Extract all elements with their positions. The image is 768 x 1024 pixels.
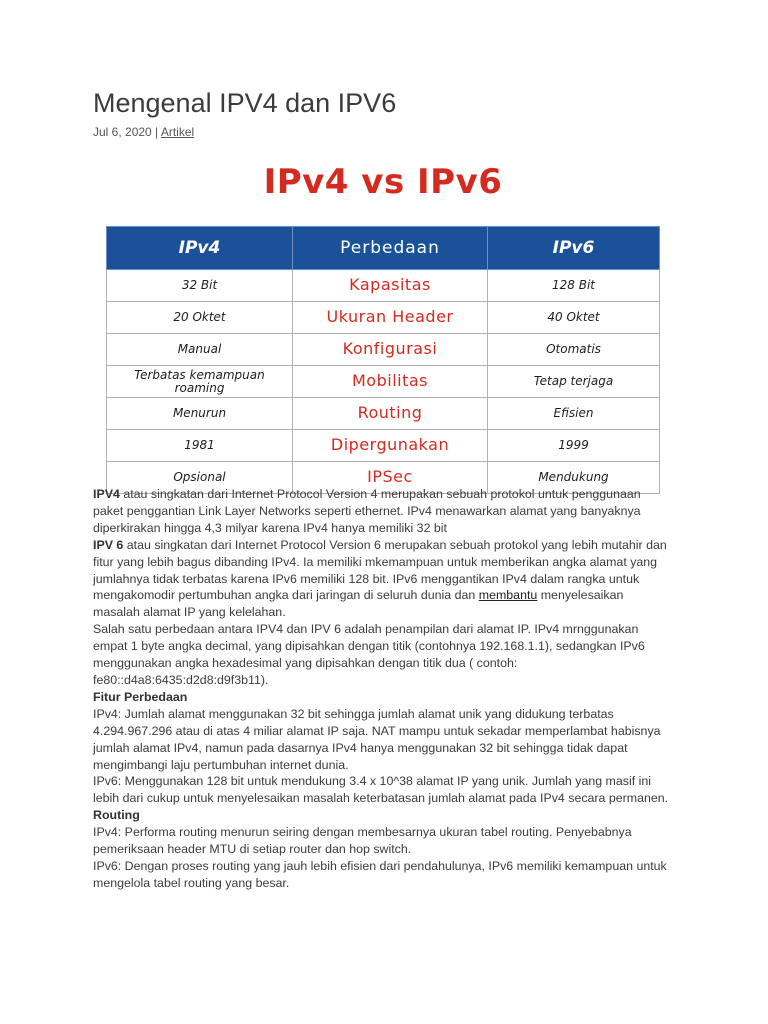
term-ipv4: IPV4: [93, 487, 120, 501]
cell-ipv4: Terbatas kemampuan roaming: [107, 366, 293, 398]
paragraph-text: menyelesaikan masalah alamat IP yang kelelahan.: [93, 588, 624, 620]
cell-ipv6: Otomatis: [488, 334, 660, 366]
cell-ipv6: Efisien: [488, 398, 660, 430]
cell-ipv6: Tetap terjaga: [488, 366, 660, 398]
meta-separator: |: [151, 125, 161, 139]
post-date: Jul 6, 2020: [93, 125, 152, 139]
section-heading-routing: [93, 807, 673, 824]
header-ipv4: IPv4: [107, 227, 293, 270]
cell-perbedaan: Kapasitas: [293, 270, 488, 302]
cell-ipv6: 40 Oktet: [488, 302, 660, 334]
membantu-link[interactable]: membantu: [478, 588, 538, 603]
table-row: [107, 334, 660, 366]
article-body: [93, 486, 673, 892]
cell-perbedaan: Routing: [293, 398, 488, 430]
cell-ipv4: Manual: [107, 334, 293, 366]
table-row: [107, 270, 660, 302]
paragraph-text: atau singkatan dari Internet Protocol Version 6 merupakan sebuah protokol yang lebih mutahir dan fitur yang lebih bagus dibanding IPv4. Ia memiliki mkemampuan untuk memberikan angka alamat yang jumlahnya tidak terbatas karena IPv6 memiliki 128 bit. IPv6 menggantikan IPv4 dalam rangka untuk mengakomodir pertumbuhan angka dari jaringan di seluruh dunia dan: [93, 537, 667, 603]
cell-ipv4: Opsional: [107, 462, 293, 494]
cell-ipv4: Menurun: [107, 398, 293, 430]
heading-text: Routing: [93, 808, 140, 823]
cell-ipv4: 1981: [107, 430, 293, 462]
routing-ipv6: IPv6: Dengan proses routing yang jauh lebih efisien dari pendahulunya, IPv6 memiliki kemampuan untuk mengelola tabel routing yang besar.: [93, 858, 667, 890]
section-heading-fitur: [93, 689, 673, 706]
fitur-ipv6: IPv6: Menggunakan 128 bit untuk mendukung 3.4 x 10^38 alamat IP yang unik. Jumlah yang masif ini lebih dari cukup untuk menyelesaikan masalah keterbatasan jumlah alamat pada IPv4 secara permanen.: [93, 774, 669, 806]
comparison-figure: [93, 142, 673, 487]
cell-ipv4: 32 Bit: [107, 270, 293, 302]
cell-perbedaan: Konfigurasi: [293, 334, 488, 366]
table-row: [107, 430, 660, 462]
paragraph-ipv6: [93, 537, 673, 622]
cell-perbedaan: Dipergunakan: [293, 430, 488, 462]
category-link[interactable]: Artikel: [160, 125, 195, 139]
header-ipv6: IPv6: [488, 227, 660, 270]
comparison-table: [106, 226, 660, 494]
table-row: [107, 366, 660, 398]
term-ipv6: IPV 6: [93, 537, 124, 552]
cell-perbedaan: Ukuran Header: [293, 302, 488, 334]
routing-ipv4: IPv4: Performa routing menurun seiring dengan membesarnya ukuran tabel routing. Penyebabnya pemeriksaan header MTU di setiap router dan hop switch.: [93, 825, 632, 857]
paragraph-text: atau singkatan dari Internet Protocol Version 4 merupakan sebuah protokol untuk penggunaan paket penggantian Link Layer Networks seperti ethernet. IPv4 menawarkan alamat yang banyaknya diperkirakan hingga 4,3 milyar karena IPv4 hanya memiliki 32 bit: [93, 487, 641, 535]
cell-ipv6: 1999: [488, 430, 660, 462]
heading-text: Fitur Perbedaan: [93, 689, 188, 704]
cell-perbedaan: IPSec: [293, 462, 488, 494]
post-meta: [93, 125, 194, 139]
paragraph-ipv4: [93, 486, 673, 537]
table-row: [107, 302, 660, 334]
table-row: [107, 398, 660, 430]
cell-ipv6: Mendukung: [488, 462, 660, 494]
cell-ipv6: 128 Bit: [488, 270, 660, 302]
figure-title: IPv4 vs IPv6: [263, 162, 503, 202]
table-header-row: [107, 227, 660, 270]
fitur-ipv4: IPv4: Jumlah alamat menggunakan 32 bit sehingga jumlah alamat unik yang didukung terbatas 4.294.967.296 atau di atas 4 miliar alamat IP saja. NAT mampu untuk sekadar memperlambat habisnya jumlah alamat IPv4, namun pada dasarnya IPv4 hanya menggunakan 32 bit sehingga tidak dapat mengimbangi laju pertumbuhan internet dunia.: [93, 706, 661, 772]
cell-ipv4: 20 Oktet: [107, 302, 293, 334]
header-perbedaan: Perbedaan: [293, 227, 488, 270]
paragraph-difference: Salah satu perbedaan antara IPV4 dan IPV 6 adalah penampilan dari alamat IP. IPv4 mrnggunakan empat 1 byte angka decimal, yang dipisahkan dengan titik (contohnya 192.168.1.1), sedangkan IPv6 menggunakan angka hexadesimal yang dipisahkan dengan titik dua ( contoh: fe80::d4a8:6435:d2d8:d9f3b11).: [93, 622, 645, 687]
page-title: Mengenal IPV4 dan IPV6: [93, 88, 397, 118]
cell-perbedaan: Mobilitas: [293, 366, 488, 398]
